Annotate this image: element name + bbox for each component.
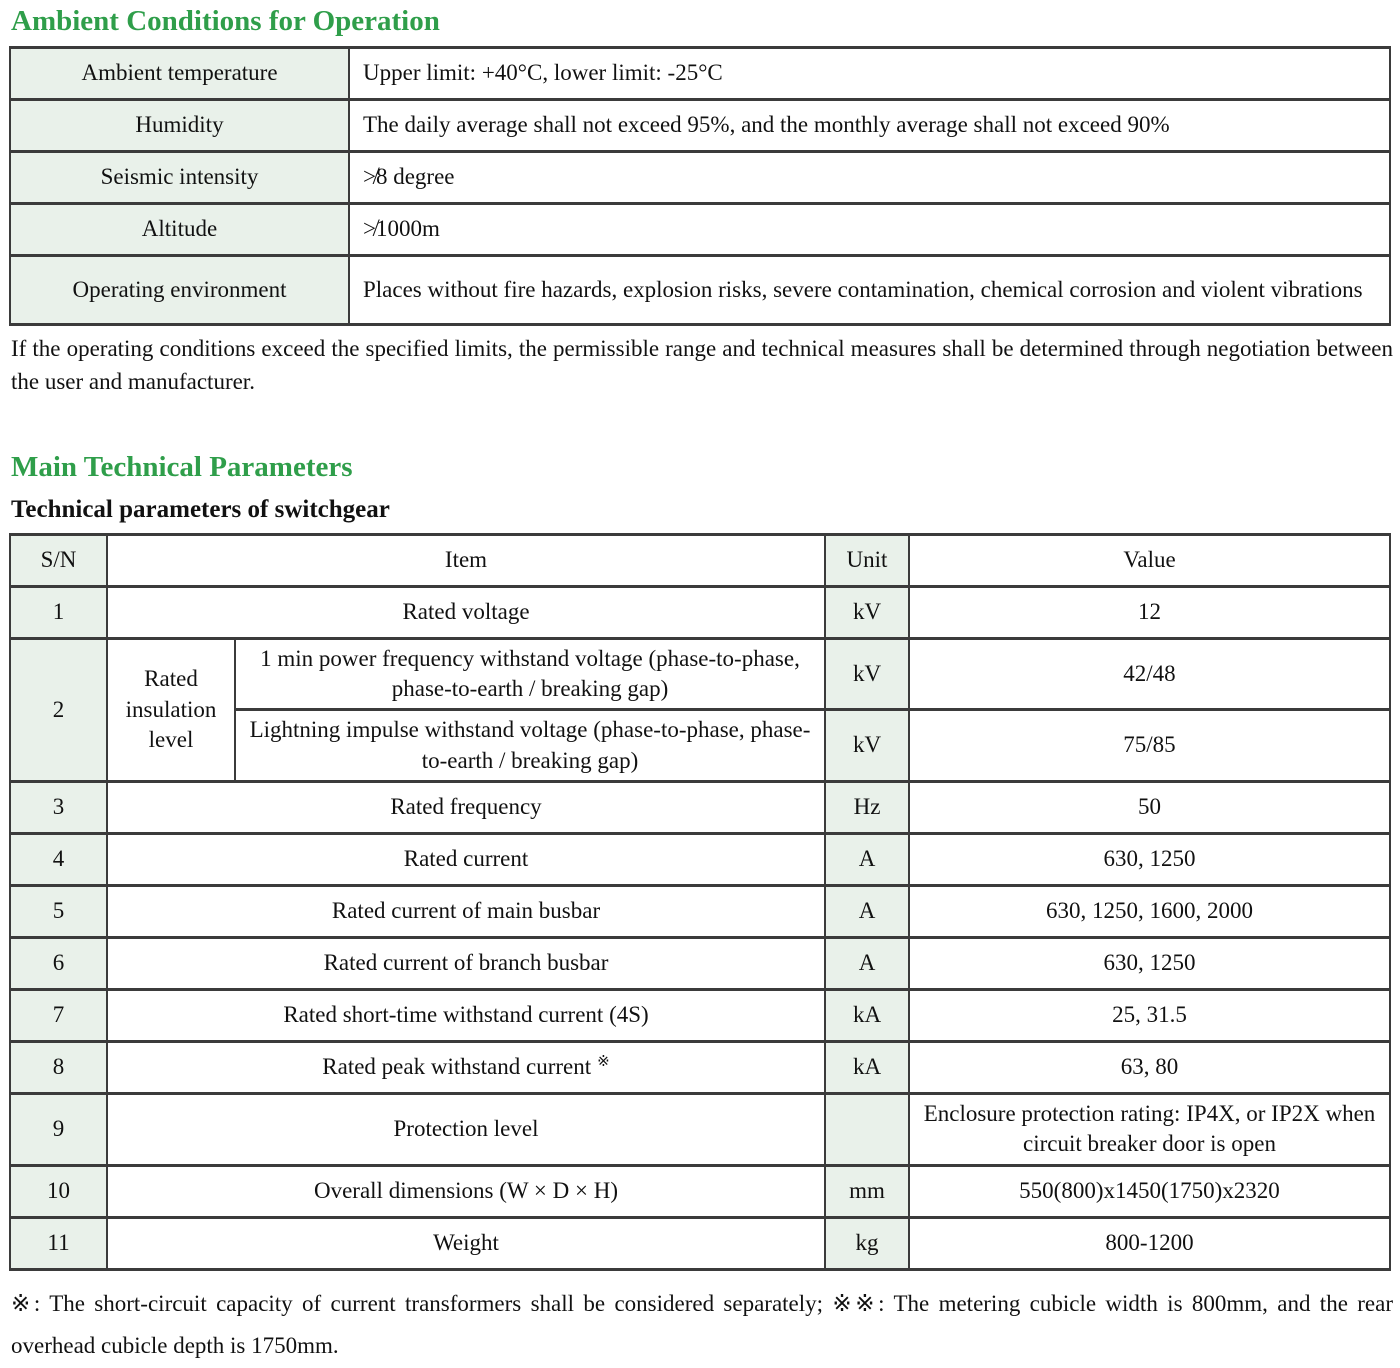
table-row [10, 1165, 1390, 1217]
item-cell: Rated frequency [107, 782, 825, 834]
unit-cell: kV [825, 710, 909, 782]
footnote-reference-mark: ※ [597, 1053, 610, 1070]
value-cell: 550(800)x1450(1750)x2320 [909, 1165, 1390, 1217]
item-cell: Rated current of main busbar [107, 886, 825, 938]
tech-section-subtitle: Technical parameters of switchgear [11, 496, 390, 524]
table-row [10, 99, 1390, 151]
table-row [10, 151, 1390, 203]
sn-cell: 4 [10, 834, 107, 886]
item-cell: Weight [107, 1217, 825, 1269]
item-group-cell: Rated insulation level [107, 638, 235, 781]
table-row [10, 886, 1390, 938]
value-cell: 42/48 [909, 638, 1390, 710]
value-cell: 50 [909, 782, 1390, 834]
sn-cell: 9 [10, 1094, 107, 1166]
table-row [10, 1042, 1390, 1094]
table-row [10, 255, 1390, 324]
unit-cell: kg [825, 1217, 909, 1269]
table-row [10, 586, 1390, 638]
item-cell [107, 1042, 825, 1094]
value-cell: 630, 1250, 1600, 2000 [909, 886, 1390, 938]
ambient-row-value: ≯8 degree [349, 151, 1390, 203]
table-row [10, 990, 1390, 1042]
technical-parameters-table [9, 533, 1391, 1271]
unit-cell: Hz [825, 782, 909, 834]
table-row [10, 47, 1390, 99]
table-row [10, 834, 1390, 886]
table-header-row [10, 534, 1390, 586]
ambient-row-value: Upper limit: +40°C, lower limit: -25°C [349, 47, 1390, 99]
unit-cell: A [825, 938, 909, 990]
value-cell: 630, 1250 [909, 834, 1390, 886]
unit-cell: kV [825, 586, 909, 638]
table-footnote: ※: The short-circuit capacity of current transformers shall be considered separately; ※※: The metering cubicle width is 800mm, and the rear overhead cubicle depth is 1750mm. [11, 1290, 1393, 1359]
sn-cell: 3 [10, 782, 107, 834]
sn-cell: 11 [10, 1217, 107, 1269]
unit-cell: A [825, 834, 909, 886]
ambient-row-label: Seismic intensity [10, 151, 349, 203]
ambient-section-title: Ambient Conditions for Operation [11, 5, 440, 37]
table-row [10, 1094, 1390, 1166]
unit-cell: kA [825, 1042, 909, 1094]
value-cell: 12 [909, 586, 1390, 638]
item-cell: 1 min power frequency withstand voltage (phase-to-phase, phase-to-earth / breaking gap) [235, 638, 825, 710]
header-value: Value [909, 534, 1390, 586]
unit-cell [825, 1094, 909, 1166]
technical-parameters-section [9, 452, 1391, 1368]
unit-cell: kA [825, 990, 909, 1042]
sn-cell: 8 [10, 1042, 107, 1094]
ambient-row-label: Altitude [10, 203, 349, 255]
ambient-row-label: Operating environment [10, 255, 349, 324]
unit-cell: kV [825, 638, 909, 710]
value-cell: 63, 80 [909, 1042, 1390, 1094]
table-row [10, 203, 1390, 255]
ambient-row-value: ≯1000m [349, 203, 1390, 255]
table-row [10, 638, 1390, 710]
header-unit: Unit [825, 534, 909, 586]
item-text: Rated peak withstand current [322, 1054, 592, 1080]
item-cell: Rated voltage [107, 586, 825, 638]
sn-cell: 1 [10, 586, 107, 638]
item-cell: Rated current of branch busbar [107, 938, 825, 990]
item-cell: Overall dimensions (W × D × H) [107, 1165, 825, 1217]
sn-cell: 7 [10, 990, 107, 1042]
ambient-note-paragraph: If the operating conditions exceed the specified limits, the permissible range and technical measures shall be determined through negotiation between the user and manufacturer. [11, 335, 1393, 394]
ambient-row-value: Places without fire hazards, explosion risks, severe contamination, chemical corrosion and violent vibrations [349, 255, 1390, 324]
sn-cell: 10 [10, 1165, 107, 1217]
header-item: Item [107, 534, 825, 586]
value-cell: 630, 1250 [909, 938, 1390, 990]
sn-cell: 2 [10, 638, 107, 781]
table-row [10, 938, 1390, 990]
ambient-conditions-table [9, 46, 1391, 326]
item-cell: Rated current [107, 834, 825, 886]
item-cell: Protection level [107, 1094, 825, 1166]
item-cell: Lightning impulse withstand voltage (phase-to-phase, phase-to-earth / breaking gap) [235, 710, 825, 782]
unit-cell: mm [825, 1165, 909, 1217]
table-row [10, 1217, 1390, 1269]
tech-section-title: Main Technical Parameters [11, 451, 353, 484]
ambient-row-label: Humidity [10, 99, 349, 151]
unit-cell: A [825, 886, 909, 938]
table-row [10, 782, 1390, 834]
value-cell: 800-1200 [909, 1217, 1390, 1269]
item-cell: Rated short-time withstand current (4S) [107, 990, 825, 1042]
value-cell: 25, 31.5 [909, 990, 1390, 1042]
ambient-row-value: The daily average shall not exceed 95%, and the monthly average shall not exceed 90% [349, 99, 1390, 151]
ambient-conditions-section [9, 6, 1391, 398]
ambient-row-label: Ambient temperature [10, 47, 349, 99]
sn-cell: 5 [10, 886, 107, 938]
sn-cell: 6 [10, 938, 107, 990]
value-cell: Enclosure protection rating: IP4X, or IP2X when circuit breaker door is open [909, 1094, 1390, 1166]
value-cell: 75/85 [909, 710, 1390, 782]
header-sn: S/N [10, 534, 107, 586]
